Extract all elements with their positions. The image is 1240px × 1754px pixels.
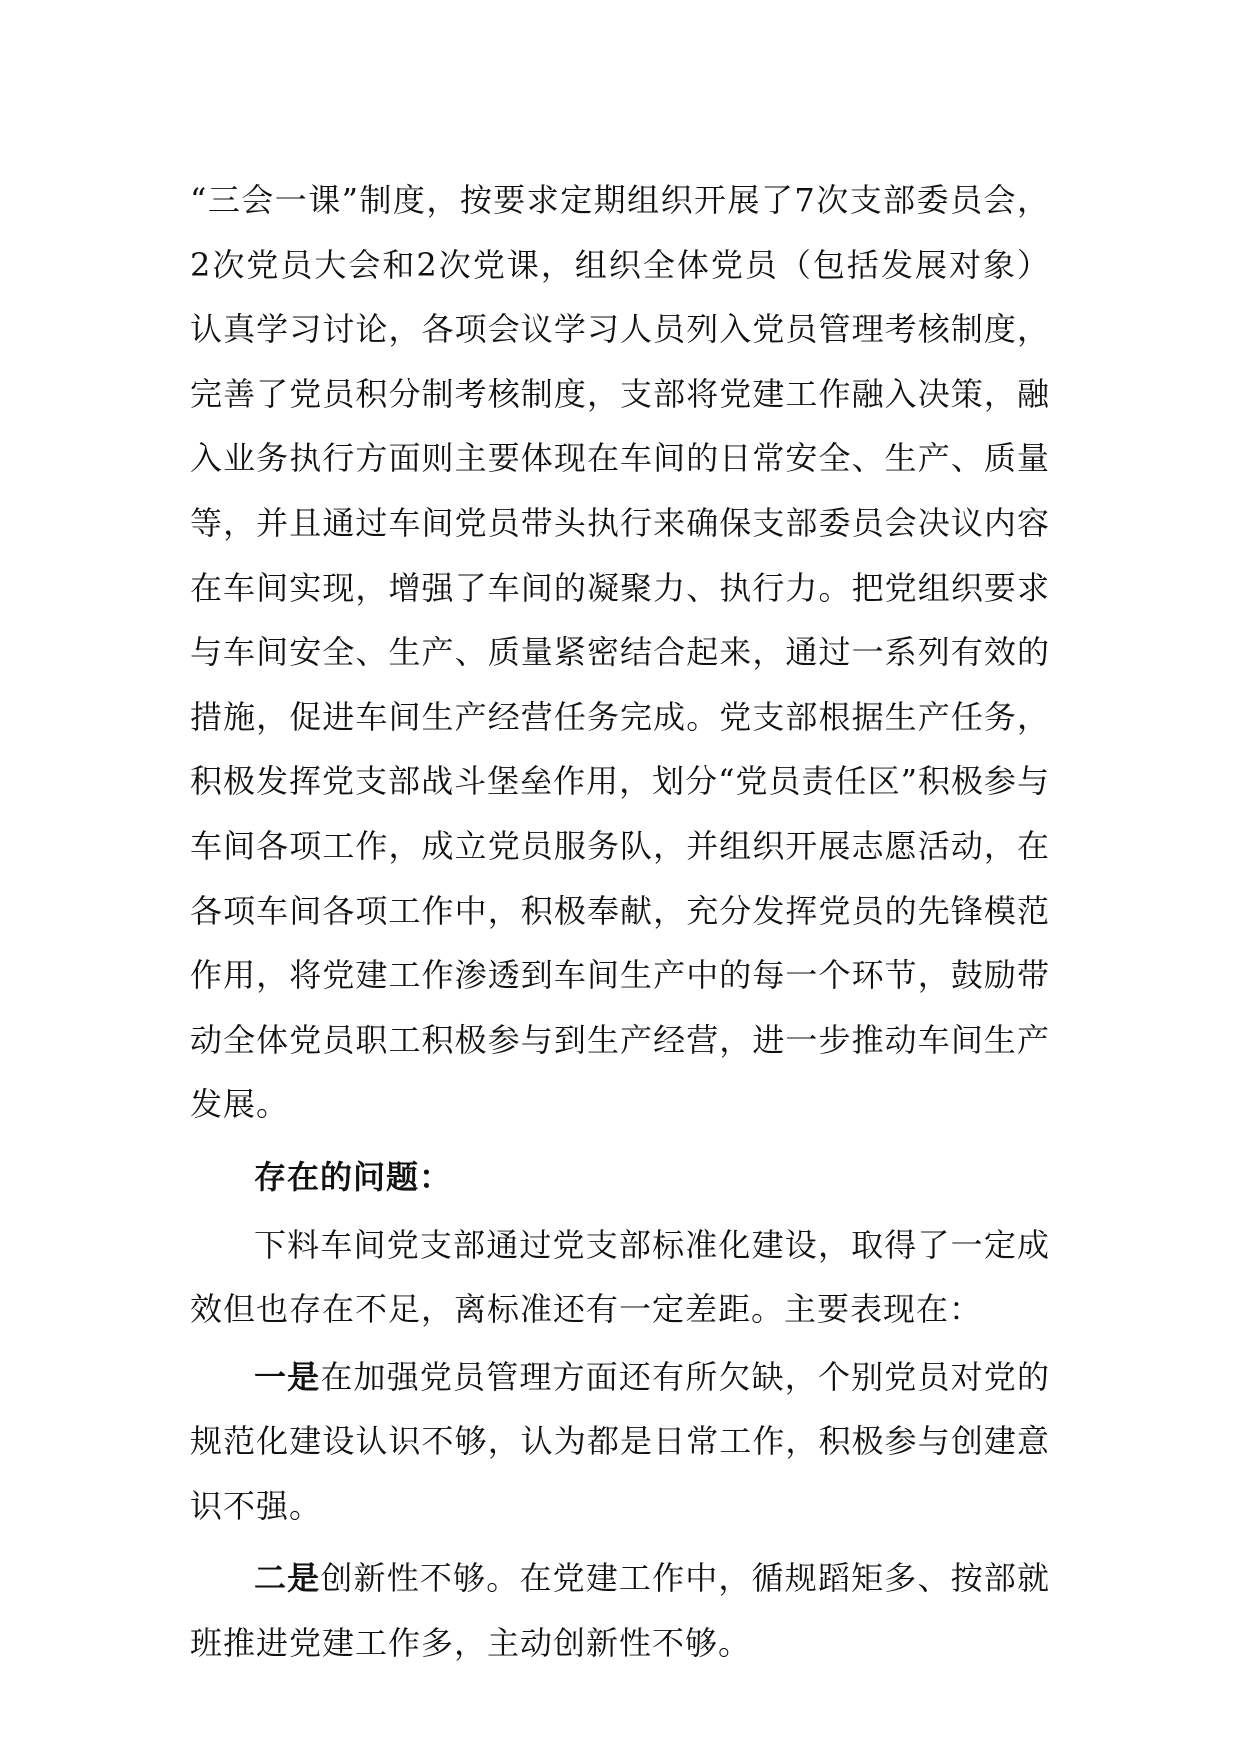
problem-point-1-text: 在加强党员管理方面还有所欠缺，个别党员对党的规范化建设认识不够，认为都是日常工作，积极参与创建意识不强。 [190, 1357, 1050, 1525]
problem-point-1-lead: 一是 [254, 1357, 321, 1396]
problem-point-2 [190, 1546, 1050, 1675]
section-heading-problems: 存在的问题： [254, 1157, 453, 1196]
body-paragraph-continued: “三会一课”制度，按要求定期组织开展了7次支部委员会，2次党员大会和2次党课，组织全体党员（包括发展对象）认真学习讨论，各项会议学习人员列入党员管理考核制度，完善了党员积分制考核制度，支部将党建工作融入决策，融入业务执行方面则主要体现在车间的日常安全、生产、质量等，并且通过车间党员带头执行来确保支部委员会决议内容在车间实现，增强了车间的凝聚力、执行力。把党组织要求与车间安全、生产、质量紧密结合起来，通过一系列有效的措施，促进车间生产经营任务完成。党支部根据生产任务，积极发挥党支部战斗堡垒作用，划分“党员责任区”积极参与车间各项工作，成立党员服务队，并组织开展志愿活动，在各项车间各项工作中，积极奉献，充分发挥党员的先锋模范作用，将党建工作渗透到车间生产中的每一个环节，鼓励带动全体党员职工积极参与到生产经营，进一步推动车间生产发展。 [190, 181, 1050, 1124]
problem-point-2-text: 创新性不够。在党建工作中，循规蹈矩多、按部就班推进党建工作多，主动创新性不够。 [190, 1559, 1050, 1663]
problem-point-1 [190, 1345, 1050, 1539]
problem-point-2-lead: 二是 [254, 1559, 321, 1598]
body-paragraph-problems-intro: 下料车间党支部通过党支部标准化建设，取得了一定成效但也存在不足，离标准还有一定差距。主要表现在： [190, 1225, 1050, 1329]
document-body [190, 168, 1050, 1676]
